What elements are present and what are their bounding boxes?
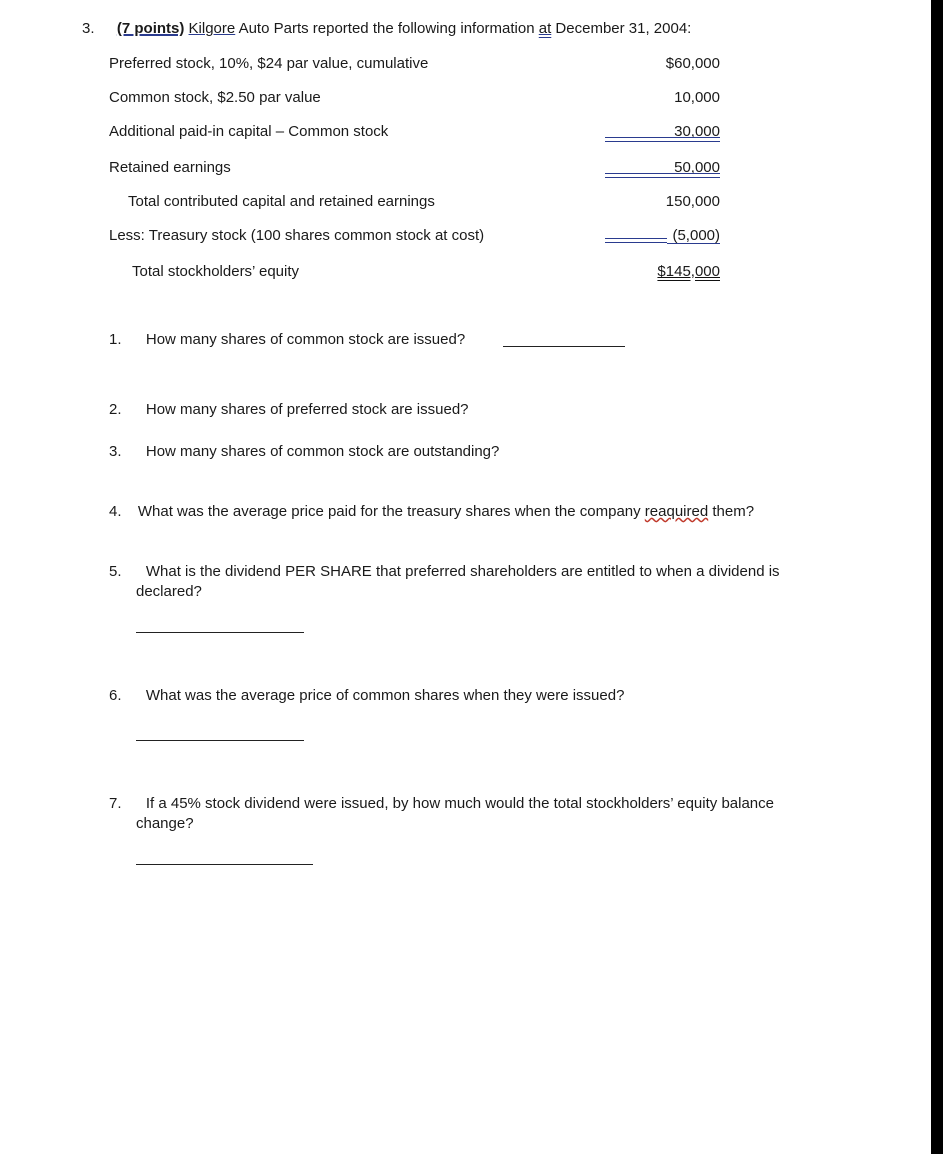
page-right-border bbox=[931, 0, 943, 1154]
company-name: Kilgore bbox=[188, 20, 236, 37]
question-4-number: 4. bbox=[109, 503, 122, 520]
question-5-line1: What is the dividend PER SHARE that preferred shareholders are entitled to when a dividend is bbox=[145, 563, 780, 580]
question-4-text-after: them? bbox=[708, 503, 755, 520]
treasury-underline bbox=[605, 238, 667, 243]
row-preferred-value: $60,000 bbox=[665, 55, 720, 72]
question-6 bbox=[109, 687, 624, 704]
question-4 bbox=[109, 503, 754, 520]
question-6-number: 6. bbox=[109, 687, 122, 704]
at-word: at bbox=[538, 20, 552, 37]
question-3-number: 3. bbox=[109, 443, 122, 460]
answer-blank-6[interactable] bbox=[136, 740, 304, 741]
question-1-number: 1. bbox=[109, 331, 122, 348]
problem-number: 3. bbox=[82, 20, 95, 37]
retained-underline bbox=[605, 173, 720, 178]
question-7-line2: change? bbox=[136, 815, 194, 832]
question-6-text: What was the average price of common shares when they were issued? bbox=[145, 687, 625, 704]
answer-blank-7[interactable] bbox=[136, 864, 313, 865]
question-4-text-before: What was the average price paid for the treasury shares when the company bbox=[137, 503, 645, 520]
question-1-text: How many shares of common stock are issued? bbox=[145, 331, 466, 348]
row-total-equity-value: $145,000 bbox=[657, 263, 720, 280]
row-treasury-label: Less: Treasury stock (100 shares common stock at cost) bbox=[109, 227, 485, 244]
row-apic-label: Additional paid-in capital – Common stock bbox=[109, 123, 389, 140]
row-total-contributed-label: Total contributed capital and retained earnings bbox=[128, 193, 435, 210]
row-apic-value: 30,000 bbox=[674, 123, 720, 140]
question-5-number: 5. bbox=[109, 563, 122, 580]
question-3 bbox=[109, 443, 499, 460]
question-3-text: How many shares of common stock are outstanding? bbox=[145, 443, 500, 460]
treasury-value-underline bbox=[667, 243, 720, 244]
row-total-equity-label: Total stockholders’ equity bbox=[132, 263, 300, 280]
question-5-line2: declared? bbox=[136, 583, 202, 600]
answer-blank-5[interactable] bbox=[136, 632, 304, 633]
row-common-label: Common stock, $2.50 par value bbox=[109, 89, 321, 106]
question-4-misspelled-word: reaquired bbox=[644, 503, 709, 520]
problem-heading bbox=[82, 20, 691, 37]
question-2 bbox=[109, 401, 469, 418]
row-common-value: 10,000 bbox=[674, 89, 720, 106]
answer-blank-1[interactable] bbox=[503, 346, 625, 347]
question-1 bbox=[109, 331, 465, 348]
question-7-number: 7. bbox=[109, 795, 122, 812]
question-7 bbox=[109, 795, 774, 812]
question-2-text: How many shares of preferred stock are issued? bbox=[145, 401, 469, 418]
row-retained-value: 50,000 bbox=[674, 159, 720, 176]
row-retained-label: Retained earnings bbox=[109, 159, 231, 176]
date-text: December 31, 2004: bbox=[551, 20, 692, 37]
intro-text: Auto Parts reported the following information bbox=[235, 20, 539, 37]
points-label: (7 points) bbox=[116, 20, 185, 37]
row-preferred-label: Preferred stock, 10%, $24 par value, cumulative bbox=[109, 55, 429, 72]
question-5 bbox=[109, 563, 780, 580]
apic-underline bbox=[605, 137, 720, 142]
row-total-contributed-value: 150,000 bbox=[665, 193, 720, 210]
question-2-number: 2. bbox=[109, 401, 122, 418]
question-7-line1: If a 45% stock dividend were issued, by how much would the total stockholders’ equity balance bbox=[145, 795, 774, 812]
row-treasury-value: (5,000) bbox=[672, 227, 720, 244]
